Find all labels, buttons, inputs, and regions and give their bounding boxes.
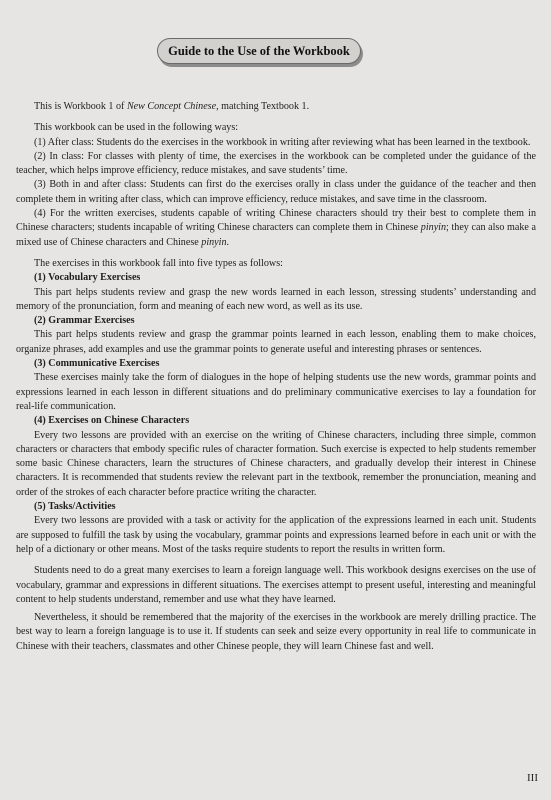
section-body: Every two lessons are provided with a task or activity for the application of the expressions learned in each unit. Students are supposed to fulfill the task by using the vocabulary, grammar points and expressions learned before in each unit or with the help of a dictionary or other means. Most of the tasks require students to report the results in written form. [16, 515, 536, 555]
way-2: (2) In class: For classes with plenty of time, the exercises in the workbook can be completed under the guidance of the teacher, which helps improve efficiency, reduce mistakes, and save students’ time. [16, 150, 536, 177]
section-heading: (2) Grammar Exercises [34, 315, 135, 327]
way-4-text-e: . [226, 236, 230, 248]
title-box [157, 38, 361, 64]
way-4-text-c: ; they can also make a mixed use of Chinese characters and Chinese [16, 222, 537, 248]
intro-paragraph [16, 100, 536, 114]
section-heading: (3) Communicative Exercises [34, 358, 160, 370]
closing-paragraph-1: Students need to do a great many exercises to learn a foreign language well. This workbook designs exercises on the use of vocabulary, grammar and expressions in different situations. The exercises attempt to present useful, interesting and meaningful content to help students understand, remember and use what they have learned. [16, 565, 536, 605]
section-heading: (4) Exercises on Chinese Characters [34, 415, 190, 427]
intro-text-1: This is Workbook 1 of [34, 101, 127, 112]
guide-body [16, 100, 536, 654]
section-body: This part helps students review and grasp the new words learned in each lesson, stressing students’ understanding and memory of the pronunciation, form and meaning of each new word, as well as its use. [16, 286, 536, 312]
section-body: This part helps students review and grasp the grammar points learned in each lesson, enabling them to make choices, organize phrases, add examples and use the grammar points to generate useful and interesting phrases or sentences. [16, 329, 536, 355]
section-heading: (1) Vocabulary Exercises [34, 272, 141, 284]
way-1: (1) After class: Students do the exercises in the workbook in writing after reviewing what has been learned in the textbook. [34, 136, 531, 148]
intro-text-2: , matching Textbook 1. [216, 101, 310, 112]
closing-paragraph-2: Nevertheless, it should be remembered that the majority of the exercises in the workbook are merely drilling practice. The best way to learn a foreign language is to use it. If students can seek and seize every opportunity in real life to communicate in Chinese with their teachers, classmates and other Chinese people, they will learn Chinese fast and well. [16, 612, 536, 652]
types-intro: The exercises in this workbook fall into five types as follows: [34, 257, 283, 269]
section-body: Every two lessons are provided with an exercise on the writing of Chinese characters, including three simple, common characters or characters that embody specific rules of character formation. Such exercise is expected to help students remember some basic Chinese characters, learn the structures of Chinese characters, and gradually develop their interest in Chinese characters. It is recommended that students review the relevant part in the textbook, remember the pronunciation, meaning and order of the strokes of each character before practice writing the character. [16, 429, 536, 498]
page-title: Guide to the Use of the Workbook [168, 43, 350, 58]
pinyin-italic-1: pinyin [420, 222, 447, 234]
page-number: III [527, 772, 538, 784]
section-heading: (5) Tasks/Activities [34, 501, 116, 513]
way-4 [16, 207, 536, 250]
book-title-italic: New Concept Chinese [126, 101, 217, 112]
pinyin-italic-2: pinyin [201, 236, 227, 248]
way-4-text-a: (4) For the written exercises, students capable of writing Chinese characters should try their best to complete them in Chinese characters; students incapable of writing Chinese characters can complete them in Chinese [16, 208, 536, 234]
way-3: (3) Both in and after class: Students can first do the exercises orally in class under the guidance of the teacher and then complete them in writing after class, which can improve efficiency, reduce mistakes, and save time in the classroom. [16, 179, 536, 205]
section-body: These exercises mainly take the form of dialogues in the hope of helping students use the new words, grammar points and expressions learned in each lesson in different situations and do preliminary communicative exercises to lay a foundation for real-life communication. [16, 372, 536, 412]
ways-intro: This workbook can be used in the following ways: [34, 122, 239, 134]
